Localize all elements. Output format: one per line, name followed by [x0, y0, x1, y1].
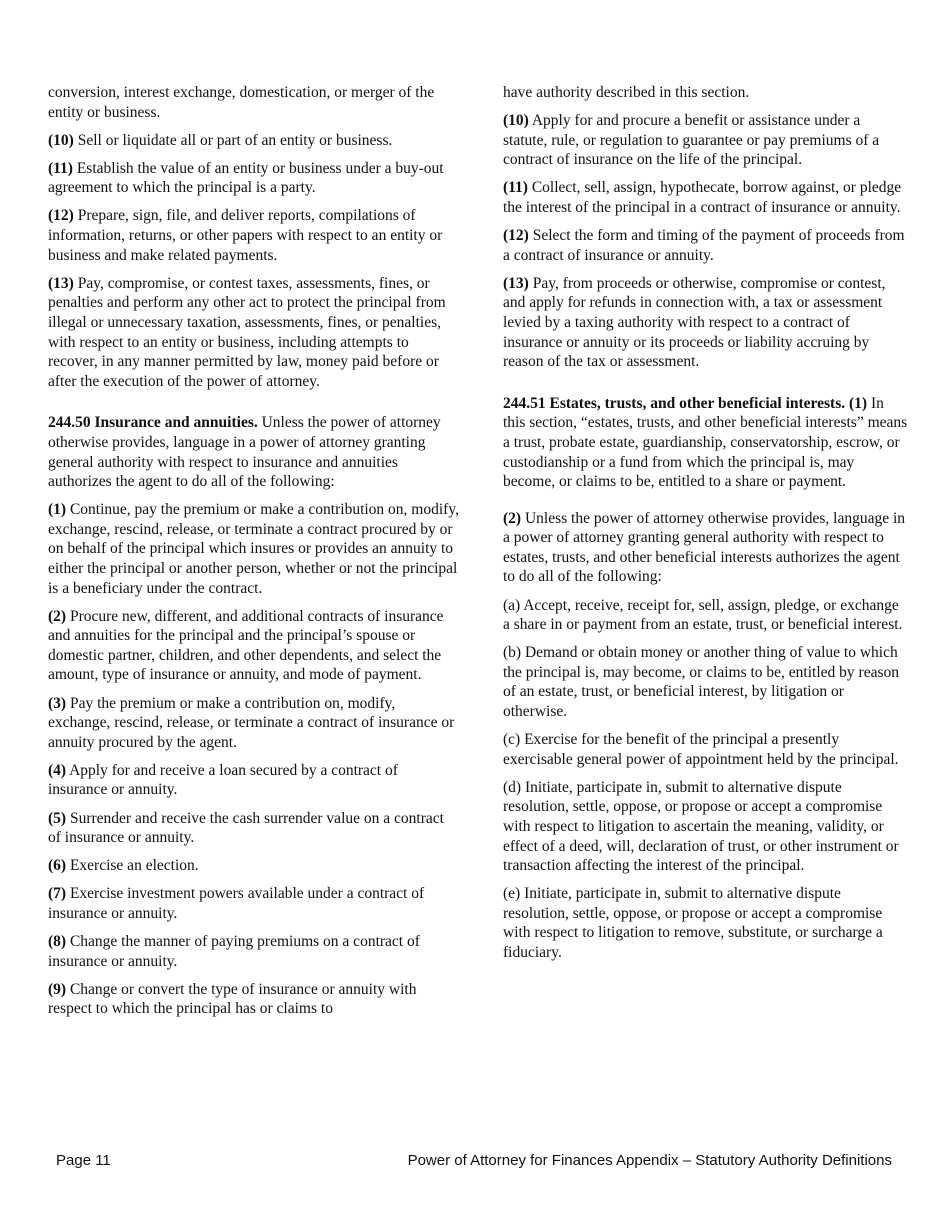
paragraph — [48, 159, 460, 198]
paragraph — [503, 111, 908, 170]
paragraph — [48, 274, 460, 392]
item-number: (10) — [503, 112, 529, 130]
paragraph-text: have authority described in this section. — [503, 84, 750, 101]
item-number: (9) — [48, 980, 67, 998]
item-number: (1) — [48, 501, 67, 519]
item-number: (13) — [503, 274, 529, 292]
paragraph-text: (d) Initiate, participate in, submit to alternative dispute resolution, settle, oppose, or propose or accept a compromise with respect to litigation to ascertain the meaning, validity, or effect of a deed, will, declaration of trust, or other instrument or transaction affecting the interest of the principal. — [503, 778, 899, 875]
paragraph-text: Continue, pay the premium or make a contribution on, modify, exchange, rescind, release, or terminate a contract procured by or on behalf of the principal which insures or provides an annuity to either the principal or another person, whether or not the principal is a beneficiary under the contract. — [48, 501, 459, 597]
paragraph — [48, 856, 460, 876]
paragraph — [48, 932, 460, 971]
paragraph — [48, 809, 460, 848]
paragraph-text: Establish the value of an entity or business under a buy-out agreement to which the principal is a party. — [48, 159, 444, 197]
section-heading-paragraph — [503, 394, 908, 492]
paragraph — [48, 500, 460, 598]
paragraph — [48, 980, 460, 1019]
paragraph-text: Change the manner of paying premiums on a contract of insurance or annuity. — [48, 932, 420, 970]
paragraph — [503, 226, 908, 265]
paragraph-text: In this section, “estates, trusts, and other beneficial interests” means a trust, probate estate, guardianship, conservatorship, escrow, or custodianship or a fund from which the principal is, may become, or claims to be, entitled to a share or payment. — [503, 394, 908, 491]
paragraph — [503, 596, 908, 635]
item-number: (4) — [48, 761, 67, 779]
item-number: (12) — [48, 207, 74, 225]
paragraph — [48, 884, 460, 923]
paragraph-text: Surrender and receive the cash surrender value on a contract of insurance or annuity. — [48, 809, 444, 847]
paragraph — [503, 83, 908, 103]
section-heading: 244.50 Insurance and annuities. — [48, 414, 258, 432]
section-heading: 244.51 Estates, trusts, and other beneficial interests. (1) — [503, 394, 868, 412]
paragraph — [48, 694, 460, 753]
paragraph-text: Apply for and receive a loan secured by a contract of insurance or annuity. — [48, 761, 398, 799]
paragraph-text: Exercise an election. — [69, 857, 199, 875]
paragraph — [503, 509, 908, 587]
paragraph — [503, 730, 908, 769]
paragraph — [48, 83, 460, 122]
paragraph — [503, 884, 908, 962]
paragraph-text: (a) Accept, receive, receipt for, sell, assign, pledge, or exchange a share in or payment from an estate, trust, or beneficial interest. — [503, 596, 903, 634]
right-column — [503, 83, 908, 971]
item-number: (2) — [503, 509, 522, 527]
paragraph-text: Apply for and procure a benefit or assistance under a statute, rule, or regulation to guarantee or pay premiums of a contract of insurance on the life of the principal. — [503, 112, 880, 169]
paragraph-text: Select the form and timing of the payment of proceeds from a contract of insurance or annuity. — [503, 227, 905, 264]
paragraph — [48, 761, 460, 800]
item-number: (12) — [503, 227, 529, 245]
paragraph — [503, 778, 908, 876]
item-number: (5) — [48, 809, 67, 827]
paragraph-text: Procure new, different, and additional contracts of insurance and annuities for the principal and the principal’s spouse or domestic partner, children, and other dependents, and select the amount, type of insurance or annuity, and mode of payment. — [48, 607, 444, 684]
paragraph — [48, 131, 460, 151]
paragraph-text: (b) Demand or obtain money or another thing of value to which the principal is, may become, or claims to be, entitled by reason of an estate, trust, or beneficial interest, by litigation or otherwise. — [503, 644, 899, 721]
paragraph-text: (c) Exercise for the benefit of the principal a presently exercisable general power of appointment held by the principal. — [503, 731, 899, 768]
paragraph-text: Unless the power of attorney otherwise provides, language in a power of attorney granting general authority with respect to insurance and annuities authorizes the agent to do all of the following: — [48, 414, 441, 491]
item-number: (8) — [48, 932, 67, 950]
page-number: Page 11 — [56, 1152, 111, 1169]
item-number: (11) — [503, 179, 528, 197]
item-number: (2) — [48, 607, 67, 625]
paragraph-text: Pay, from proceeds or otherwise, compromise or contest, and apply for refunds in connection with, a tax or assessment levied by a taxing authority with respect to a contract of insurance or annuity or its proceeds or liability accruing by reason of the tax or assessment. — [503, 274, 886, 371]
section-heading-paragraph — [48, 413, 460, 491]
paragraph — [48, 607, 460, 685]
item-number: (7) — [48, 885, 67, 903]
left-column — [48, 83, 460, 1027]
paragraph-text: conversion, interest exchange, domestication, or merger of the entity or business. — [48, 84, 435, 121]
paragraph-text: Sell or liquidate all or part of an entity or business. — [77, 131, 393, 149]
paragraph-text: Unless the power of attorney otherwise provides, language in a power of attorney granting general authority with respect to estates, trusts, and other beneficial interests authorizes the agent to do all of the following: — [503, 509, 906, 586]
paragraph — [503, 274, 908, 372]
item-number: (11) — [48, 159, 73, 177]
paragraph-text: Pay the premium or make a contribution on, modify, exchange, rescind, release, or terminate a contract of insurance or annuity procured by the agent. — [48, 694, 455, 751]
paragraph-text: Pay, compromise, or contest taxes, assessments, fines, or penalties and perform any other act to protect the principal from illegal or unnecessary taxation, assessments, fines, or penalties, with respect to an entity or business, including attempts to recover, in any manner permitted by law, money paid before or after the execution of the power of attorney. — [48, 274, 446, 390]
paragraph-text: Collect, sell, assign, hypothecate, borrow against, or pledge the interest of the principal in a contract of insurance or annuity. — [503, 179, 902, 216]
item-number: (3) — [48, 694, 67, 712]
item-number: (6) — [48, 857, 67, 875]
item-number: (10) — [48, 131, 74, 149]
footer-title: Power of Attorney for Finances Appendix – Statutory Authority Definitions — [407, 1152, 892, 1169]
item-number: (13) — [48, 274, 74, 292]
page-footer — [0, 1152, 950, 1172]
paragraph-text: Exercise investment powers available under a contract of insurance or annuity. — [48, 885, 425, 922]
paragraph-text: Change or convert the type of insurance or annuity with respect to which the principal has or claims to — [48, 980, 417, 1018]
paragraph — [503, 178, 908, 217]
paragraph — [48, 206, 460, 265]
paragraph-text: (e) Initiate, participate in, submit to alternative dispute resolution, settle, oppose, or propose or accept a compromise with respect to litigation to remove, substitute, or surcharge a fiduciary. — [503, 885, 883, 962]
paragraph — [503, 643, 908, 721]
paragraph-text: Prepare, sign, file, and deliver reports, compilations of information, returns, or other papers with respect to an entity or business and make related payments. — [48, 207, 443, 264]
